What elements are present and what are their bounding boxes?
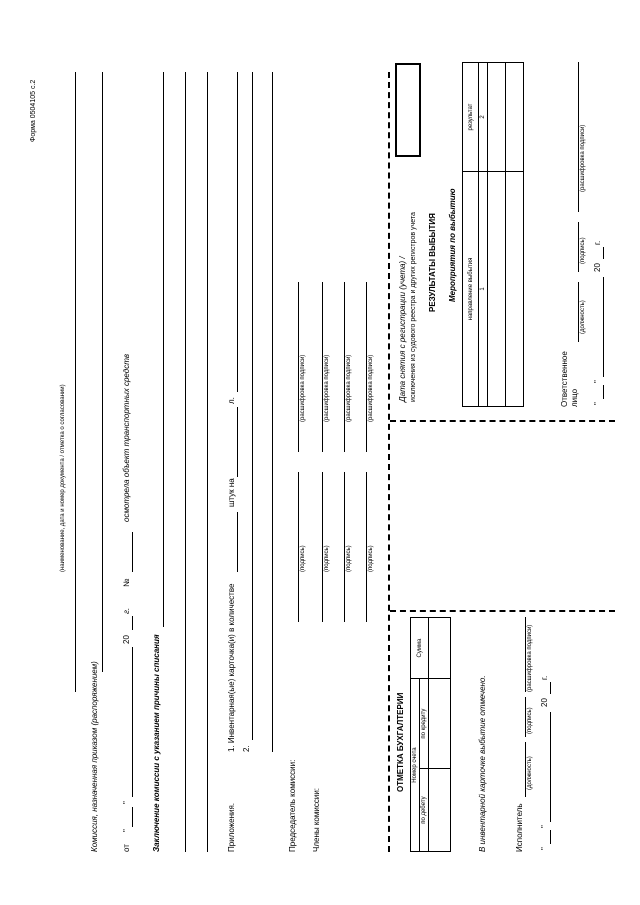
conclusion-title: Заключение комиссии с указанием причины списания [152,634,161,852]
number-line [132,532,133,572]
member3-sign-line [366,472,367,622]
sum-cell[interactable] [429,618,451,679]
attachment-extra-line [272,72,273,752]
executor-quote-close: " [540,825,549,828]
responsible-year-suffix: г. [593,240,602,245]
member2-sign-line [344,472,345,622]
accounting-table [410,617,451,852]
member2-decode-line [344,282,345,452]
number-sign: № [122,578,131,587]
date-month-line [132,647,133,797]
member1-decode-caption: (расшифровка подписи) [324,354,330,422]
conclusion-line-1 [163,72,164,627]
attachment-count-line [237,512,238,572]
member1-sign-caption: (подпись) [324,545,330,572]
responsible-position-caption: (должность) [580,300,586,334]
result-cell-2[interactable] [506,63,524,172]
responsible-decode-caption: (расшифровка подписи) [580,124,586,192]
separator-dashed-1 [390,610,615,612]
chair-sign-caption: (подпись) [300,545,306,572]
responsible-month-line [603,277,604,377]
chair-decode-line [298,282,299,452]
responsible-sign-line [578,222,579,272]
account-number-header: Номер счета [411,679,420,852]
attachment-sheets: л. [227,397,236,404]
sum-header: Сумма [411,618,429,679]
results-subtitle: Мероприятия по выбытию [448,188,457,302]
credit-header: по кредиту [420,679,429,769]
executor-sign-caption: (подпись) [527,707,533,734]
inspection-text: осмотрела объект транспортных средств [122,353,131,522]
direction-cell-1[interactable] [488,172,506,407]
responsible-year: 20 [593,263,602,272]
member3-decode-caption: (расшифровка подписи) [368,354,374,422]
separator-top [388,72,390,852]
attachment-item-1: 1. Инвентарная(ые) карточка(и) в количестве [227,583,236,752]
responsible-year-line [603,247,604,259]
member2-decode-caption: (расшифровка подписи) [346,354,352,422]
executor-position-line [525,742,526,797]
responsible-decode-line [578,62,579,212]
result-number: 2 [479,63,488,172]
executor-quote-open: " [540,847,549,850]
commission-title: Комиссия, назначенная приказом (распоряжением) [90,661,99,852]
credit-cell[interactable] [429,679,451,769]
member1-sign-line [322,472,323,622]
executor-sign-line [525,697,526,737]
attachment-item2-line [252,72,253,740]
rotated-form-page [20,32,620,872]
deregistration-date-box[interactable] [395,63,421,157]
direction-cell-2[interactable] [506,172,524,407]
chair-sign-line [298,472,299,622]
inventory-note: В инвентарной карточке выбытие отмечено. [478,675,487,852]
attachment-item-2: 2. [242,745,251,752]
commission-line [102,72,103,672]
attachment-rest-line [237,72,238,392]
executor-day-line [550,830,551,844]
result-header: результат [463,63,479,172]
date-year-suffix: г. [122,607,131,614]
responsible-quote-close: " [593,380,602,383]
debit-header: по дебету [420,769,429,852]
executor-year-line [550,682,551,694]
chair-decode-caption: (расшифровка подписи) [300,354,306,422]
executor-year-suffix: г. [540,675,549,680]
member3-sign-caption: (подпись) [368,545,374,572]
executor-decode-line [525,617,526,692]
results-title: РЕЗУЛЬТАТЫ ВЫБЫТИЯ [428,213,437,312]
result-cell-1[interactable] [488,63,506,172]
form-code: Форма 0504105 с.2 [30,79,37,142]
deregistration-line-2: исключения из судового реестра и других регистров учета [410,212,417,402]
document-caption: (наименование, дата и номер документа / отметка о согласовании) [60,384,66,572]
responsible-day-line [603,385,604,399]
chair-label: Председатель комиссии: [288,759,297,852]
separator-dashed-2 [390,420,615,422]
date-quote-close: " [122,801,131,804]
responsible-position-line [578,282,579,342]
responsible-label-1: Ответственное [560,351,569,407]
executor-position-caption: (должность) [527,756,533,790]
accounting-title: ОТМЕТКА БУХГАЛТЕРИИ [396,692,405,792]
direction-number: 1 [479,172,488,407]
member3-decode-line [366,282,367,452]
date-year: 20 [122,635,131,644]
member1-decode-line [322,282,323,452]
attachment-pcs: штук на [227,478,236,507]
attachments-label: Приложения. [227,802,236,852]
members-label: Члены комиссии: [312,787,321,852]
date-year-line [132,616,133,630]
date-from: от [122,844,131,852]
executor-decode-caption: (расшифровка подписи) [527,624,533,692]
responsible-quote-open: " [593,402,602,405]
member2-sign-caption: (подпись) [346,545,352,572]
conclusion-line-3 [207,72,208,852]
conclusion-line-2 [185,72,186,852]
debit-cell[interactable] [429,769,451,852]
date-quote-open: " [122,829,131,832]
deregistration-line-1: Дата снятия с регистрации (учета) / [398,256,407,402]
attachment-sheets-line [237,407,238,477]
executor-year: 20 [540,698,549,707]
responsible-label-2: лицо [570,388,579,407]
document-line [75,72,76,692]
date-day-line [132,807,133,827]
responsible-sign-caption: (подпись) [580,237,586,264]
executor-month-line [550,712,551,822]
direction-header: направление выбытия [463,172,479,407]
results-table [462,62,524,407]
executor-label: Исполнитель [515,803,524,852]
